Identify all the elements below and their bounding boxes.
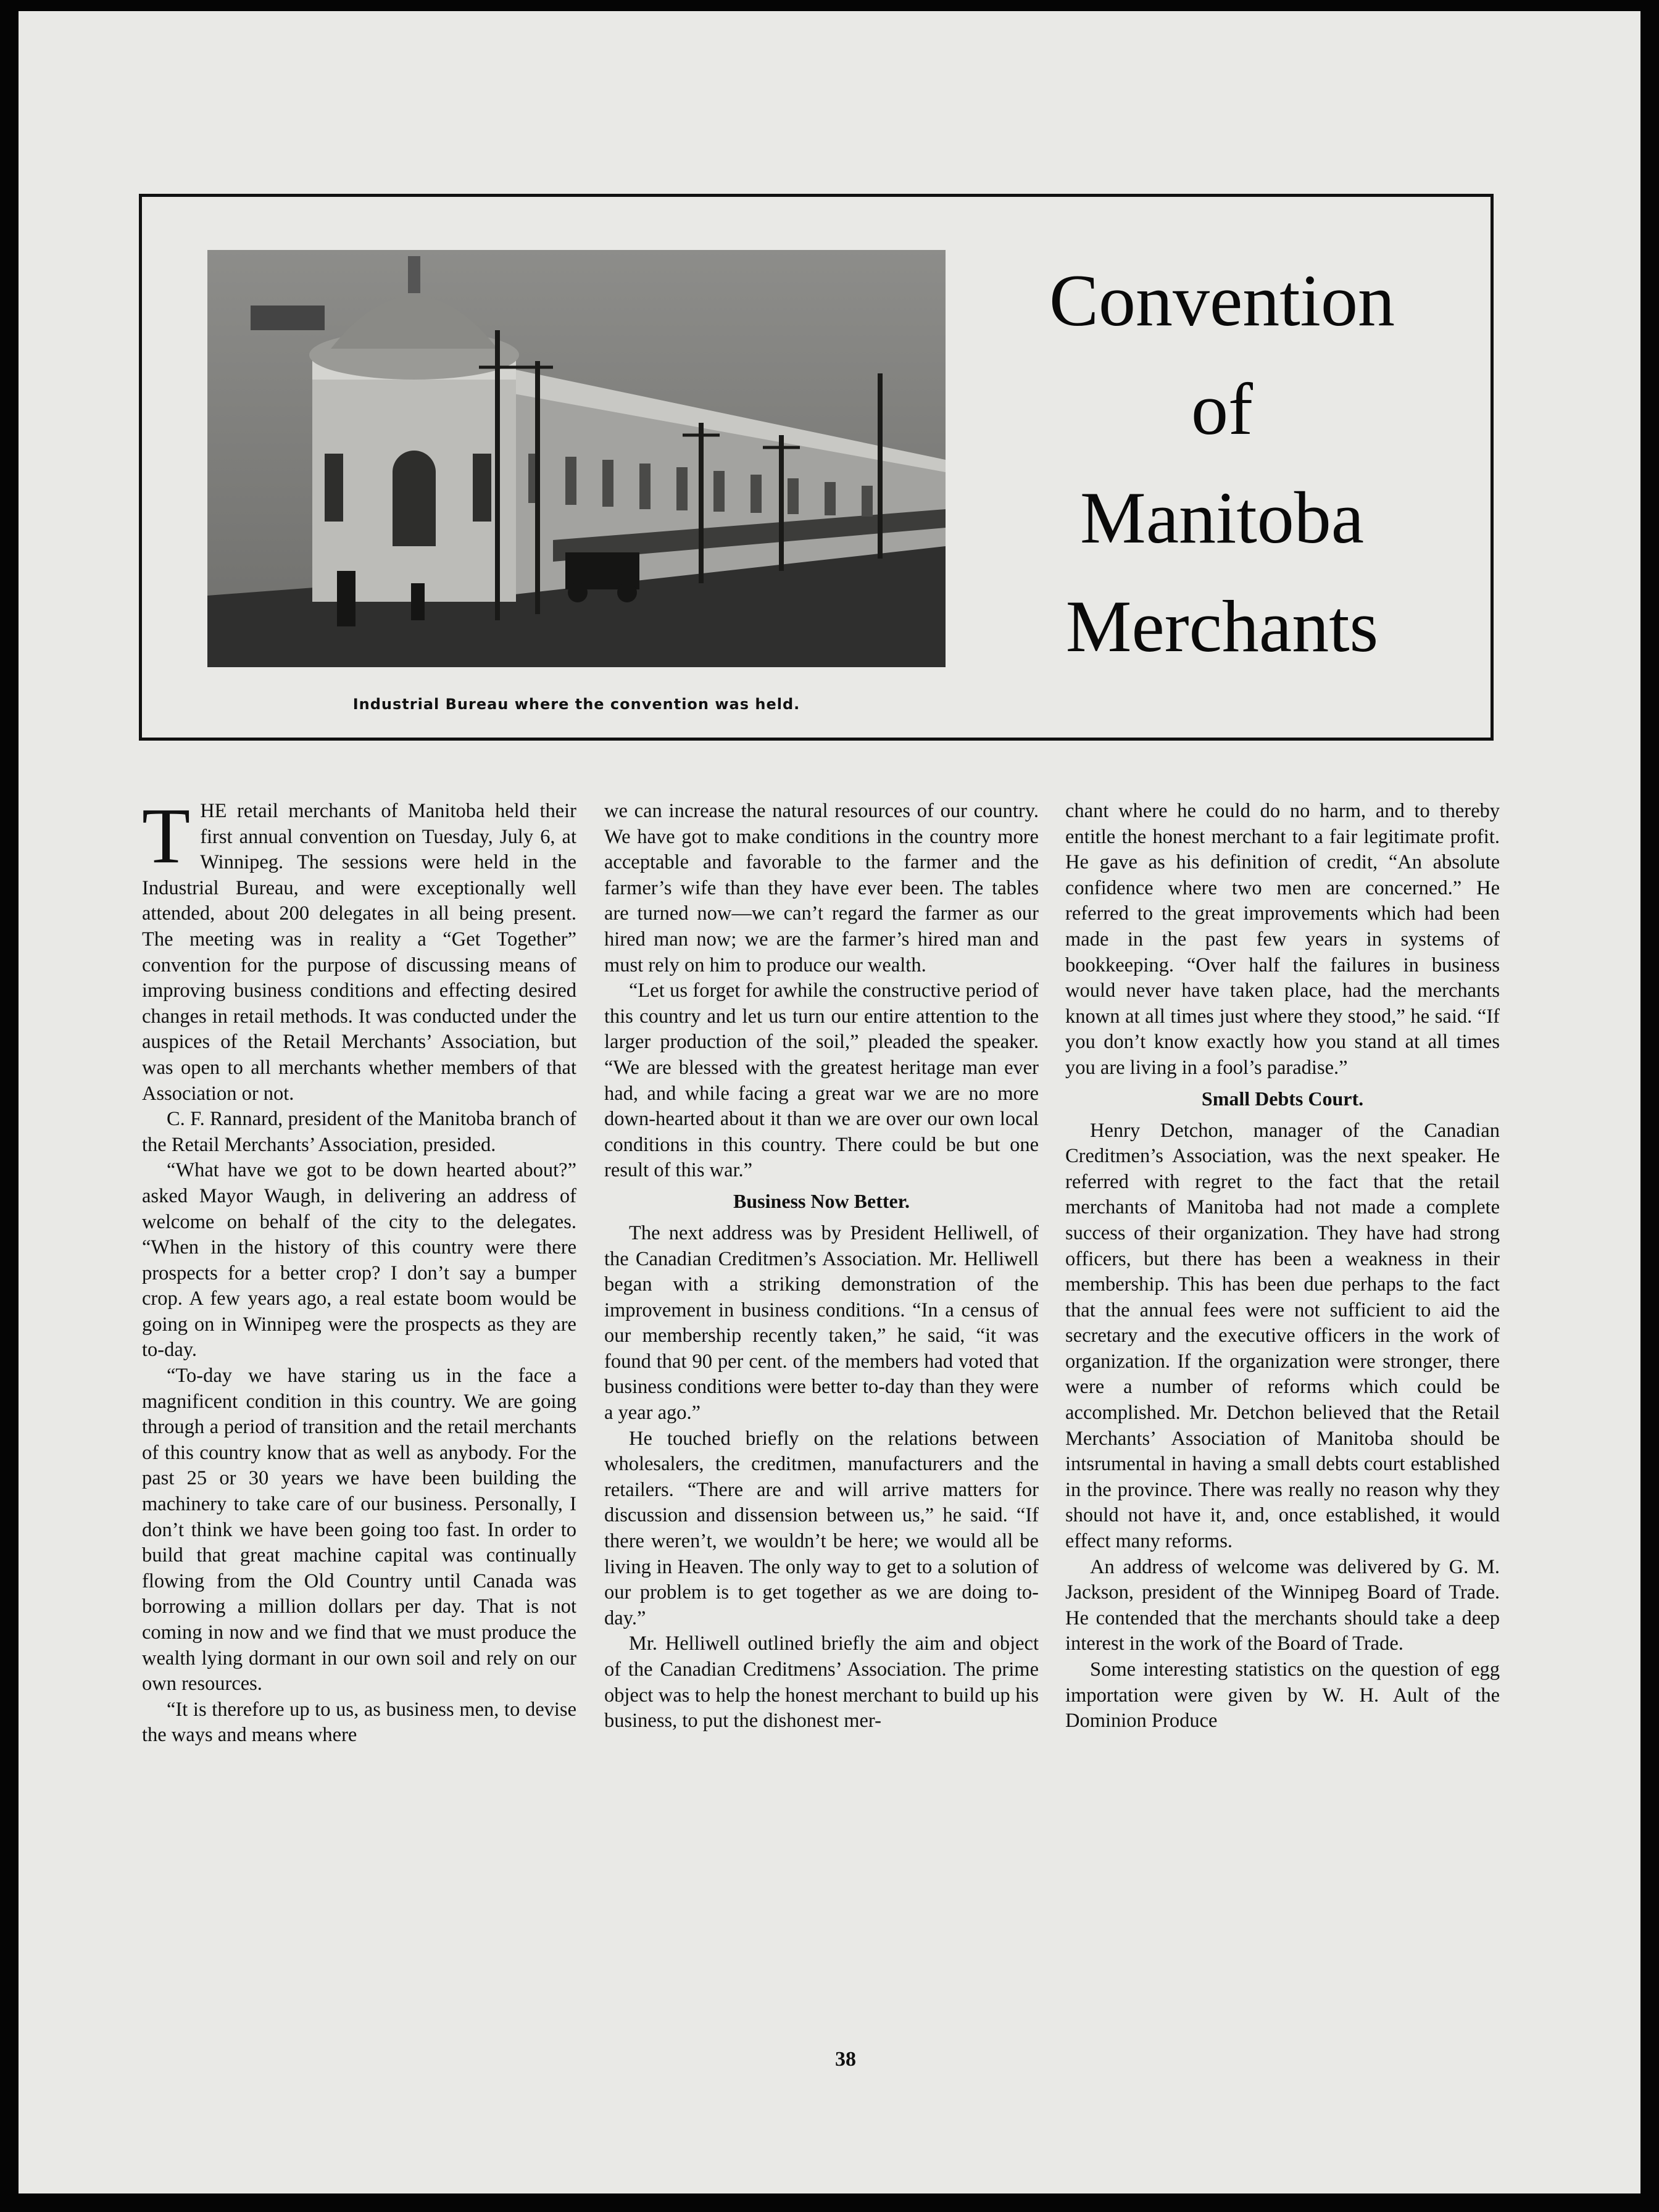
paragraph: we can increase the natural resources of our country. We have got to make conditions in the country more acceptable and favorable to the farmer and the farmer’s wife than they have ever been. The tables are turned now—we can’t regard the farmer as our hired man now; we are the farmer’s hired man and must rely on him to produce our wealth. [604,800,1039,976]
paragraph: “What have we got to be down hearted about?” asked Mayor Waugh, in delivering an address of welcome on behalf of the city to the delegates. “When in the history of this country were there prospects for a better crop? I don’t say a bumper crop. A few years ago, a real estate boom would be going on in Winnipeg were the prospects as they are to-day. [142,1159,576,1362]
paragraph: Mr. Helliwell outlined briefly the aim and object of the Canadian Creditmens’ Association. The prime object was to help the honest merchant to build up his business, to put the dishonest mer- [604,1632,1039,1732]
paragraph: C. F. Rannard, president of the Manitoba branch of the Retail Merchants’ Association, presided. [142,1108,576,1156]
title-line: Merchants [1065,585,1379,667]
paragraph: He touched briefly on the relations between wholesalers, the creditmen, manufacturers and the retailers. “There are and will arrive matters for discussion and dissension between us,” he said. “If there weren’t, we wouldn’t be here; we would all be living in Heaven. The only way to get to a solution of our problem is to get together as we are doing to-day.” [604,1427,1039,1629]
header-box [139,194,1494,741]
paragraph: “It is therefore up to us, as business men, to devise the ways and means where [142,1698,576,1747]
title-line: of [1191,368,1253,450]
photo-caption: Industrial Bureau where the convention was held. [352,696,800,713]
section-heading: Small Debts Court. [1201,1087,1364,1110]
column-2 [604,799,1039,1734]
paragraph: “Let us forget for awhile the constructive period of this country and let us turn our entire attention to the larger production of the soil,” pleaded the speaker. “We are blessed with the greatest heritage man ever had, and while facing a great war we are no more down-hearted about it than we are over our own local conditions in this country. There could be but one result of this war.” [604,979,1039,1182]
industrial-bureau-photo [207,250,946,667]
paragraph: Henry Detchon, manager of the Canadian Creditmen’s Association, was the next speaker. He referred with regret to the fact that the retail merchants of Manitoba had not made a complete success of their organization. They have had strong officers, but there has been a weakness in their membership. This has been due perhaps to the fact that the annual fees were not sufficient to aid the secretary and the executive officers in the work of organization. If the organization were stronger, there were a number of reforms which could be accomplished. Mr. Detchon believed that the Retail Merchants’ Association of Manitoba should be intsrumental in having a small debts court established in the province. There was really no reason why they should not have it, and, once established, it would effect many reforms. [1065,1119,1500,1553]
paragraph: THE retail merchants of Manitoba held their first annual convention on Tuesday, July 6, at Winnipeg. The sessions were held in the Industrial Bureau, and were exceptionally well attended, about 200 delegates in all being present. The meeting was in reality a “Get Together” convention for the purpose of discussing means of improving business conditions and effecting desired changes in retail methods. It was conducted under the auspices of the Retail Merchants’ Association, but was open to all merchants whether members of that Association or not. [142,792,576,1105]
title-line: Manitoba [1080,476,1364,559]
drop-cap: T [142,792,191,879]
paragraph: chant where he could do no harm, and to thereby entitle the honest merchant to a fair legitimate profit. He gave as his definition of credit, “An absolute confidence where two men are concerned.” He referred to the great improvements which had been made in the past few years in systems of bookkeeping. “Over half the failures in business would never have taken place, had the merchants known at all times just where they stood,” he said. “If you don’t know exactly how you stand at all times you are living in a fool’s paradise.” [1065,800,1500,1079]
paragraph: Some interesting statistics on the question of egg importation were given by W. H. Ault of the Dominion Produce [1065,1658,1500,1732]
magazine-page [19,11,1640,2193]
article-title [963,246,1481,681]
title-line: Convention [1049,259,1395,341]
section-heading: Business Now Better. [733,1189,910,1212]
paragraph: An address of welcome was delivered by G. M. Jackson, president of the Winnipeg Board of Trade. He contended that the merchants should take a deep interest in the work of the Board of Trade. [1065,1555,1500,1655]
paragraph: “To-day we have staring us in the face a magnificent condition in this country. We are going through a period of transition and the retail merchants of this country know that as well as anybody. For the past 25 or 30 years we have been building the machinery to take care of our business. Personally, I don’t think we have been going too fast. In order to build that great machine capital was continually flowing from the Old Country until Canada was borrowing a million dollars per day. That is not coming in now and we find that we must produce the wealth lying dormant in our own soil and rely on our own resources. [142,1365,576,1695]
page-number: 38 [835,2048,856,2071]
column-3 [1065,799,1500,1734]
column-1 [142,792,576,1748]
paragraph: The next address was by President Helliwell, of the Canadian Creditmen’s Association. Mr. Helliwell began with a striking demonstration of the improvement in business conditions. “In a census of our membership recently taken,” he said, “it was found that 90 per cent. of the members had voted that business conditions were better to-day than they were a year ago.” [604,1221,1039,1424]
